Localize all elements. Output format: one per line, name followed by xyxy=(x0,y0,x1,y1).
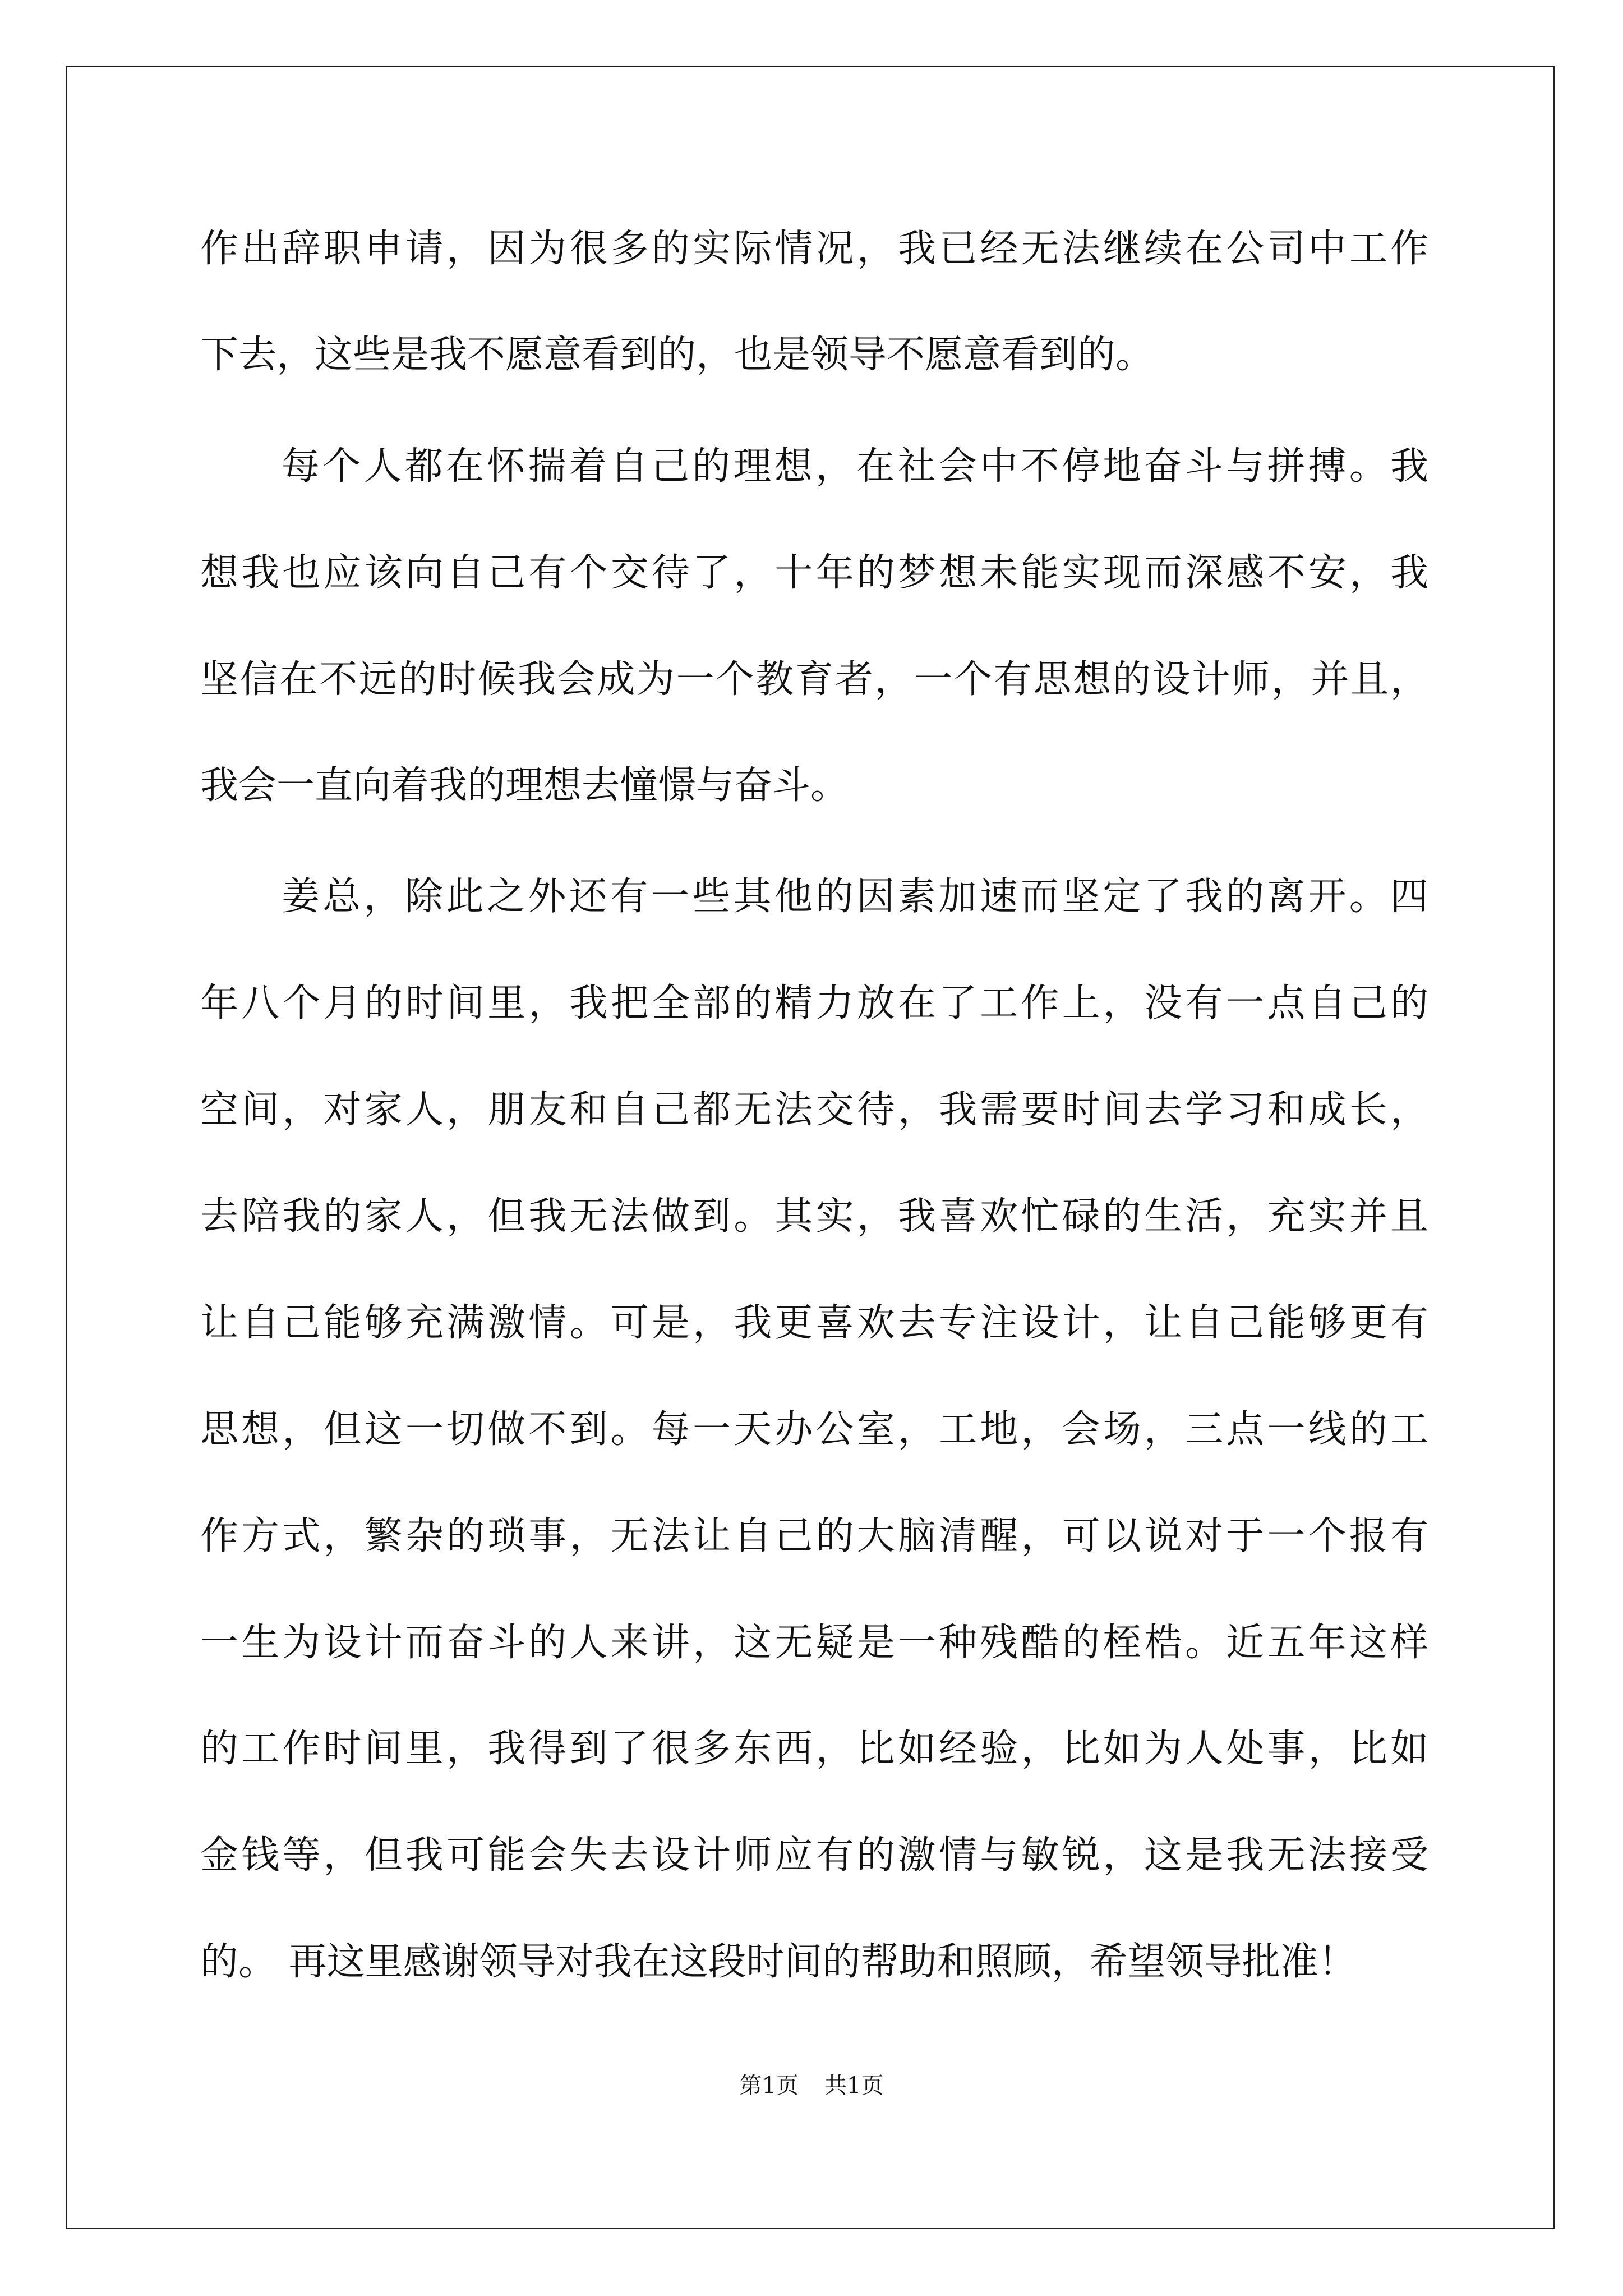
text-line: 去陪我的家人，但我无法做到。其实，我喜欢忙碌的生活，充实并且 xyxy=(200,1194,1428,1239)
text-line: 的。 再这里感谢领导对我在这段时间的帮助和照顾，希望领导批准！ xyxy=(200,1940,1357,1984)
text-line: 年八个月的时间里，我把全部的精力放在了工作上，没有一点自己的 xyxy=(200,981,1428,1025)
page-footer xyxy=(0,2068,1623,2100)
page-frame xyxy=(66,66,1555,2229)
text-line: 每个人都在怀揣着自己的理想，在社会中不停地奋斗与拼搏。我 xyxy=(282,444,1428,489)
text-line: 思想，但这一切做不到。每一天办公室，工地，会场，三点一线的工 xyxy=(200,1407,1428,1452)
text-line: 作方式，繁杂的琐事，无法让自己的大脑清醒，可以说对于一个报有 xyxy=(200,1514,1428,1558)
text-line: 金钱等，但我可能会失去设计师应有的激情与敏锐，这是我无法接受 xyxy=(200,1833,1428,1878)
text-line: 一生为设计而奋斗的人来讲，这无疑是一种残酷的桎梏。近五年这样 xyxy=(200,1621,1428,1665)
page-total: 共1页 xyxy=(824,2073,884,2099)
text-line: 的工作时间里，我得到了很多东西，比如经验，比如为人处事，比如 xyxy=(200,1727,1428,1771)
page-number: 第1页 xyxy=(739,2073,799,2099)
text-line: 作出辞职申请，因为很多的实际情况，我已经无法继续在公司中工作 xyxy=(200,227,1428,271)
text-line: 姜总，除此之外还有一些其他的因素加速而坚定了我的离开。四 xyxy=(282,875,1428,919)
text-line: 空间，对家人，朋友和自己都无法交待，我需要时间去学习和成长， xyxy=(200,1088,1428,1132)
text-line: 让自己能够充满激情。可是，我更喜欢去专注设计，让自己能够更有 xyxy=(200,1301,1428,1345)
text-line: 下去，这些是我不愿意看到的，也是领导不愿意看到的。 xyxy=(200,333,1154,377)
text-line: 想我也应该向自己有个交待了，十年的梦想未能实现而深感不安，我 xyxy=(200,551,1428,595)
text-line: 我会一直向着我的理想去憧憬与奋斗。 xyxy=(200,763,849,808)
text-line: 坚信在不远的时候我会成为一个教育者，一个有思想的设计师，并且， xyxy=(200,657,1428,702)
